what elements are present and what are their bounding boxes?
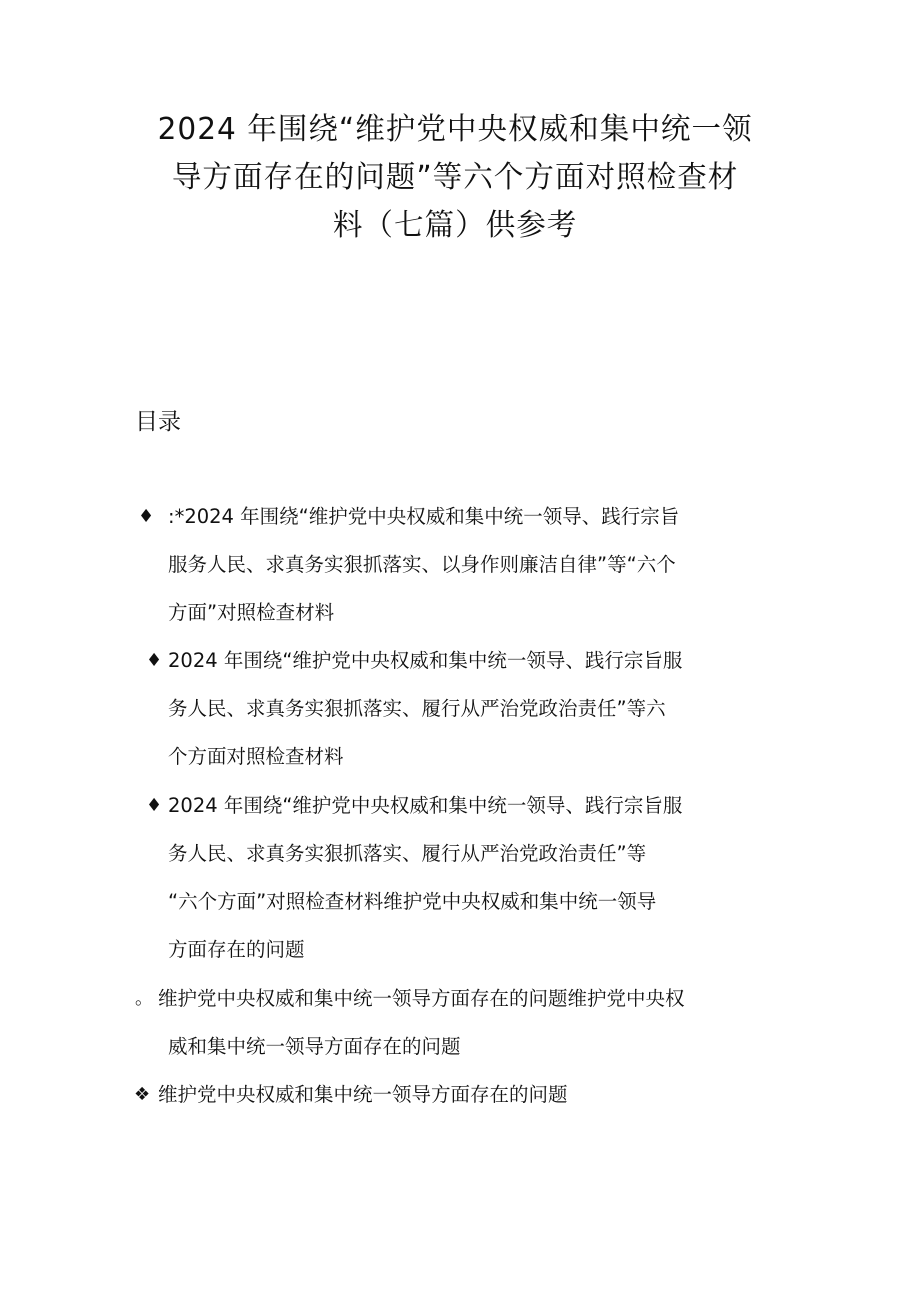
- toc-entry-line: “六个方面”对照检查材料维护党中央权威和集中统一领导: [168, 890, 657, 913]
- toc-entry-line: 2024 年围绕“维护党中央权威和集中统一领导、践行宗旨服: [168, 794, 683, 817]
- diamond-bullet-icon: ♦: [138, 506, 155, 527]
- toc-entry-line: :*2024 年围绕“维护党中央权威和集中统一领导、践行宗旨: [168, 505, 680, 528]
- toc-entry[interactable]: [146, 782, 683, 974]
- circle-bullet-icon: 。: [135, 988, 153, 1009]
- title-line: 2024 年围绕“维护党中央权威和集中统一领: [157, 112, 753, 147]
- document-title: [110, 106, 810, 250]
- toc-entry-line: 方面存在的问题: [168, 938, 305, 961]
- toc-entry-line: 务人民、求真务实狠抓落实、履行从严治党政治责任”等: [168, 842, 647, 865]
- title-line: 导方面存在的问题”等六个方面对照检查材: [171, 160, 739, 195]
- toc-entry[interactable]: [138, 493, 680, 637]
- toc-entry-line: 威和集中统一领导方面存在的问题: [168, 1035, 461, 1058]
- toc-entry-line: 2024 年围绕“维护党中央权威和集中统一领导、践行宗旨服: [168, 649, 683, 672]
- toc-heading: 目录: [135, 409, 181, 435]
- toc-entry[interactable]: [135, 975, 685, 1071]
- toc-entry[interactable]: [134, 1071, 568, 1119]
- toc-entry-line: 服务人民、求真务实狠抓落实、以身作则廉洁自律”等“六个: [168, 553, 676, 576]
- toc-entry-line: 个方面对照检查材料: [168, 745, 344, 768]
- four-diamond-bullet-icon: ❖: [134, 1084, 151, 1105]
- title-line: 料（七篇）供参考: [332, 208, 578, 243]
- toc-entry[interactable]: [146, 637, 683, 781]
- toc-entry-line: 务人民、求真务实狠抓落实、履行从严治党政治责任”等六: [168, 697, 666, 720]
- toc-entry-line: 方面”对照检查材料: [168, 601, 335, 624]
- toc-entry-line: 维护党中央权威和集中统一领导方面存在的问题维护党中央权: [158, 987, 685, 1010]
- toc-entry-line: 维护党中央权威和集中统一领导方面存在的问题: [158, 1083, 568, 1106]
- diamond-bullet-icon: ♦: [146, 650, 163, 671]
- diamond-bullet-icon: ♦: [146, 795, 163, 816]
